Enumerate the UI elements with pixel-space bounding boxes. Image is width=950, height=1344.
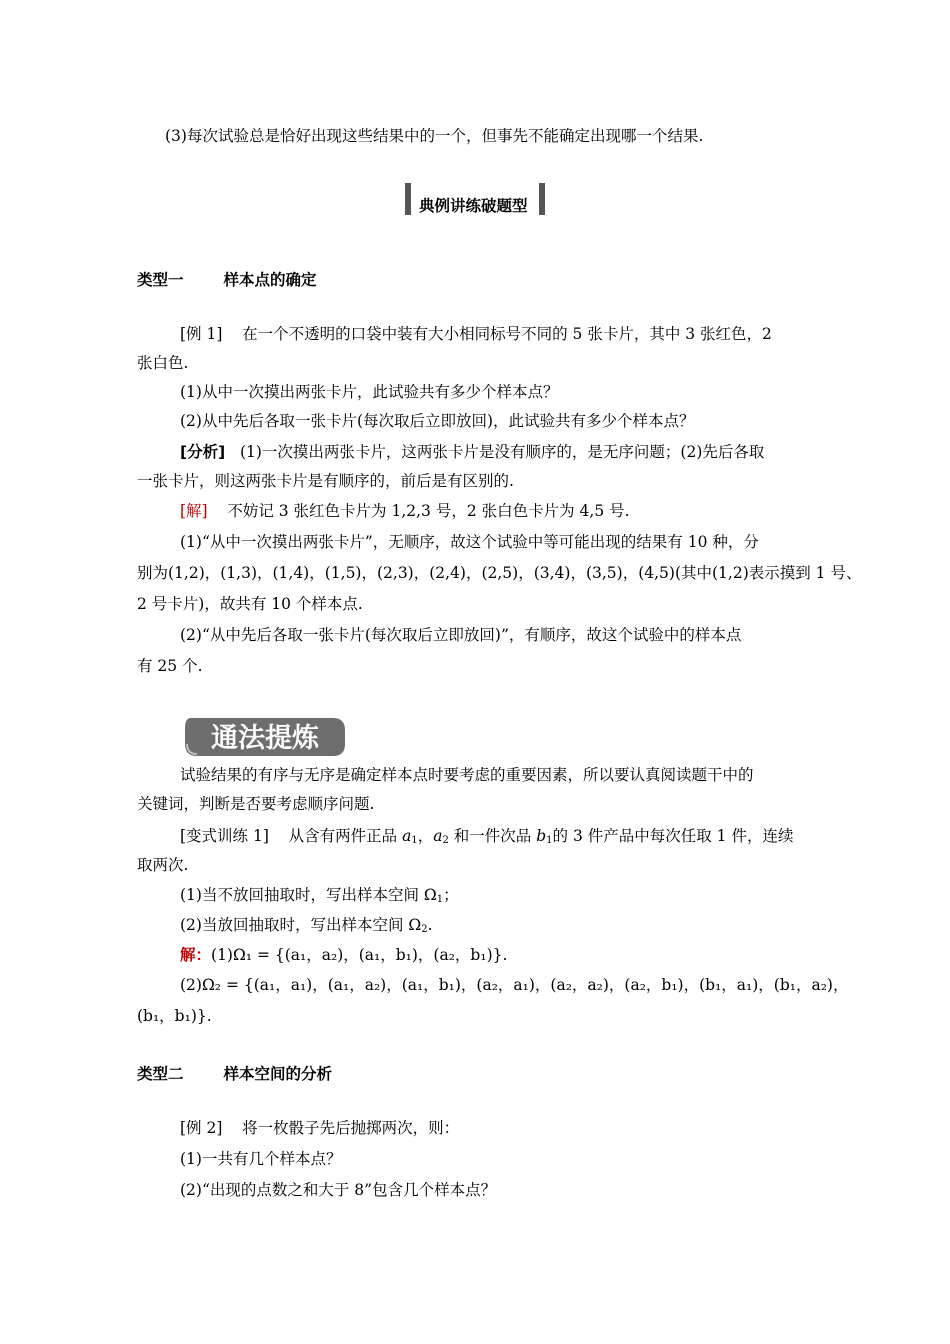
sub-1: 1 — [411, 835, 418, 846]
ex1-tag: [例 1] — [180, 325, 223, 343]
ex2-stem — [180, 1117, 860, 1139]
var-a: a — [402, 827, 412, 845]
ex1-sol1-line1: (1)“从中一次摸出两张卡片”，无顺序，故这个试验中等可能出现的结果有 10 种，分 — [180, 533, 759, 551]
var1-stem-2: 取两次. — [137, 856, 189, 874]
sub-2: 2 — [421, 924, 428, 935]
sub-1: 1 — [546, 835, 553, 846]
method-badge — [183, 714, 347, 758]
ex2-q1: (1)一共有几个样本点？ — [180, 1150, 342, 1168]
type1-heading — [137, 268, 317, 290]
ex1-solution-intro — [180, 500, 860, 522]
var1-sol2-line2: (b₁，b₁)}. — [137, 1007, 212, 1025]
header-bar-left — [405, 183, 411, 215]
var1-q2-text: (2)当放回抽取时，写出样本空间 Ω — [180, 916, 422, 934]
ex1-sol2-line1: (2)“从中先后各取一张卡片(每次取后立即放回)”，有顺序，故这个试验中的样本点 — [180, 626, 742, 644]
section-header: 典例讲练破题型 — [419, 197, 528, 215]
ex1-stem-text: 在一个不透明的口袋中装有大小相同标号不同的 5 张卡片，其中 3 张红色，2 — [242, 325, 772, 343]
ex2-tag: [例 2] — [180, 1119, 223, 1137]
var1-sol1 — [180, 944, 860, 966]
analysis-text: (1)一次摸出两张卡片，这两张卡片是没有顺序的，是无序问题；(2)先后各取 — [239, 443, 765, 461]
header-bar-right — [539, 183, 545, 215]
sub-2: 2 — [442, 835, 449, 846]
ex1-sol1-line2: 别为(1,2)，(1,3)，(1,4)，(1,5)，(2,3)，(2,4)，(2,5)，(3,4)，(3,5)，(4,5)(其中(1,2)表示摸到 1 号、 — [137, 564, 862, 582]
ex1-analysis — [180, 441, 860, 463]
var1-q1 — [180, 884, 860, 911]
var1-text2: 和一件次品 — [453, 827, 532, 845]
ex1-stem — [180, 323, 816, 345]
ex1-stem-2: 张白色. — [137, 354, 189, 372]
method-line2: 关键词，判断是否要考虑顺序问题. — [137, 795, 375, 813]
var1-tag: [变式训练 1] — [180, 827, 269, 845]
var1-q2 — [180, 914, 860, 941]
analysis-tag: [分析] — [180, 443, 226, 461]
solution-intro-text: 不妨记 3 张红色卡片为 1,2,3 号，2 张白色卡片为 4,5 号. — [227, 502, 630, 520]
var1-text3: 的 3 件产品中每次任取 1 件，连续 — [552, 827, 794, 845]
var1-q1-text: (1)当不放回抽取时，写出样本空间 Ω — [180, 886, 437, 904]
var1-stem — [180, 825, 860, 852]
q2-end: . — [427, 916, 433, 934]
type2-heading — [137, 1062, 332, 1084]
type2-label: 类型二 — [137, 1065, 184, 1083]
condition-3: (3)每次试验总是恰好出现这些结果中的一个，但事先不能确定出现哪一个结果. — [165, 127, 704, 145]
method-badge-text: 通法提炼 — [211, 723, 319, 754]
var-a: a — [433, 827, 443, 845]
type1-title: 样本点的确定 — [223, 271, 317, 289]
var1-sol-tag: 解： — [180, 946, 212, 964]
method-line1: 试验结果的有序与无序是确定样本点时要考虑的重要因素，所以要认真阅读题干中的 — [180, 766, 754, 784]
ex1-q1: (1)从中一次摸出两张卡片，此试验共有多少个样本点？ — [180, 383, 559, 401]
var-b: b — [536, 827, 547, 845]
sub-1: 1 — [436, 894, 444, 905]
ex2-q2: (2)“出现的点数之和大于 8”包含几个样本点？ — [180, 1181, 497, 1199]
ex1-sol2-line2: 有 25 个. — [137, 657, 203, 675]
var1-sol1-text: (1)Ω₁ = {(a₁，a₂)，(a₁，b₁)，(a₂，b₁)}. — [211, 946, 508, 964]
solution-tag: [解] — [180, 502, 208, 520]
ex1-q2: (2)从中先后各取一张卡片(每次取后立即放回)，此试验共有多少个样本点？ — [180, 412, 695, 430]
type2-title: 样本空间的分析 — [223, 1065, 333, 1083]
ex1-sol1-line3: 2 号卡片)，故共有 10 个样本点. — [137, 595, 363, 613]
var1-text1: 从含有两件正品 — [288, 827, 398, 845]
q1-end: ； — [443, 886, 459, 904]
ex2-stem-text: 将一枚骰子先后抛掷两次，则： — [242, 1119, 460, 1137]
var1-sol2-line1: (2)Ω₂ = {(a₁，a₁)，(a₁，a₂)，(a₁，b₁)，(a₂，a₁)，(a₂，a₂)，(a₂，b₁)，(b₁，a₁)，(b₁，a₂)， — [180, 976, 849, 994]
comma: ， — [417, 827, 434, 845]
ex1-analysis-2: 一张卡片，则这两张卡片是有顺序的，前后是有区别的. — [137, 472, 514, 490]
type1-label: 类型一 — [137, 271, 184, 289]
